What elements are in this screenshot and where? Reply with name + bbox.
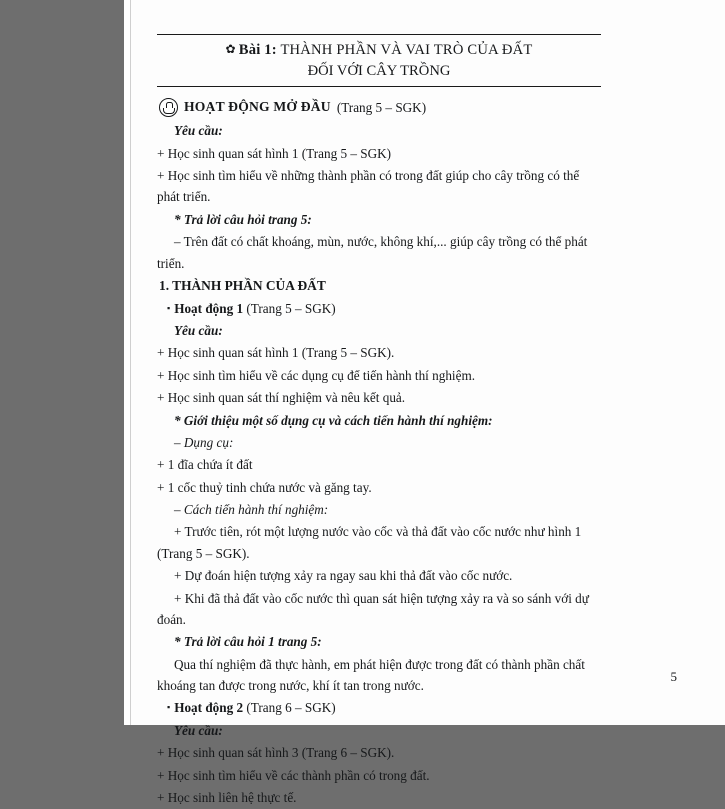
activity-1-tools-label: – Dụng cụ: <box>174 434 234 450</box>
activity-1-answer-label: * Trả lời câu hỏi 1 trang 5: <box>174 634 322 650</box>
activity-1-tools-line-1: + 1 đĩa chứa ít đất <box>157 457 253 473</box>
opening-requirement-line-1: + Học sinh quan sát hình 1 (Trang 5 – SGK) <box>157 145 392 161</box>
activity-1-steps-line-1: + Trước tiên, rót một lượng nước vào cốc và thả đất vào cốc nước như hình 1 (Trang 5 – SGK). <box>157 524 582 561</box>
document-page <box>124 0 725 805</box>
activity-1-note-text: (Trang 5 – SGK) <box>246 300 336 316</box>
activity-1-answer-line-1: Qua thí nghiệm đã thực hành, em phát hiện được trong đất có thành phần chất khoáng tan được trong nước, khí ít tan trong nước. <box>157 656 585 694</box>
activity-2-title: Hoạt động 2 <box>174 700 244 716</box>
lesson-number: Bài 1: <box>238 42 277 58</box>
opening-requirement-line-2: + Học sinh tìm hiểu về những thành phần có trong đất giúp cho cây trồng có thể phát triển. <box>157 168 580 205</box>
page-sheet <box>130 0 725 805</box>
activity-1-steps-label: – Cách tiến hành thí nghiệm: <box>174 502 329 518</box>
body-text <box>157 87 601 808</box>
activity-opening-heading <box>157 96 601 118</box>
opening-requirement-label: Yêu cầu: <box>174 123 223 139</box>
activity-2-requirement-line-1: + Học sinh quan sát hình 3 (Trang 6 – SGK). <box>157 745 395 761</box>
activity-1-intro-label: * Giới thiệu một số dụng cụ và cách tiến hành thí nghiệm: <box>174 412 493 428</box>
activity-2-heading <box>157 697 601 718</box>
page-content <box>157 34 601 809</box>
lesson-title-part-1: THÀNH PHẦN VÀ VAI TRÒ CỦA ĐẤT <box>276 42 533 58</box>
activity-1-requirement-label: Yêu cầu: <box>174 323 223 339</box>
activity-2-note-text: (Trang 6 – SGK) <box>246 700 336 716</box>
activity-opening-title: HOẠT ĐỘNG MỞ ĐẦU <box>184 99 331 115</box>
page-number: 5 <box>670 669 677 684</box>
activity-2-requirement-line-3: + Học sinh liên hệ thực tế. <box>157 789 297 805</box>
activity-1-heading <box>157 298 601 319</box>
activity-2-requirement-label: Yêu cầu: <box>174 722 223 738</box>
activity-1-title: Hoạt động 1 <box>174 300 244 316</box>
page-title <box>157 35 601 86</box>
activity-1-tools-line-2: + 1 cốc thuỷ tinh chứa nước và găng tay. <box>157 479 372 495</box>
activity-2-requirement-line-2: + Học sinh tìm hiểu về các thành phần có trong đất. <box>157 767 430 783</box>
section-1-heading: 1. THÀNH PHẦN CỦA ĐẤT <box>159 277 326 293</box>
title-line-1 <box>157 40 601 61</box>
opening-answer-label: * Trả lời câu hỏi trang 5: <box>174 211 312 227</box>
activity-1-requirement-line-2: + Học sinh tìm hiểu về các dụng cụ để tiến hành thí nghiệm. <box>157 367 476 383</box>
activity-1-requirement-line-1: + Học sinh quan sát hình 1 (Trang 5 – SGK). <box>157 345 395 361</box>
activity-opening-note: (Trang 5 – SGK) <box>336 99 427 115</box>
flower-icon: ✿ <box>225 42 236 56</box>
hand-pointer-icon <box>159 98 178 117</box>
activity-1-requirement-line-3: + Học sinh quan sát thí nghiệm và nêu kết quả. <box>157 390 406 406</box>
activity-1-steps-line-2: + Dự đoán hiện tượng xảy ra ngay sau khi thả đất vào cốc nước. <box>174 568 513 584</box>
square-bullet-icon: ▪ <box>167 302 171 313</box>
opening-answer-line-1: – Trên đất có chất khoáng, mùn, nước, không khí,... giúp cây trồng có thể phát triển. <box>157 234 588 271</box>
activity-1-steps-line-3: + Khi đã thả đất vào cốc nước thì quan sát hiện tượng xảy ra và so sánh với dự đoán. <box>157 590 589 627</box>
square-bullet-icon-2: ▪ <box>167 702 171 713</box>
title-line-2: ĐỐI VỚI CÂY TRỒNG <box>307 63 451 80</box>
